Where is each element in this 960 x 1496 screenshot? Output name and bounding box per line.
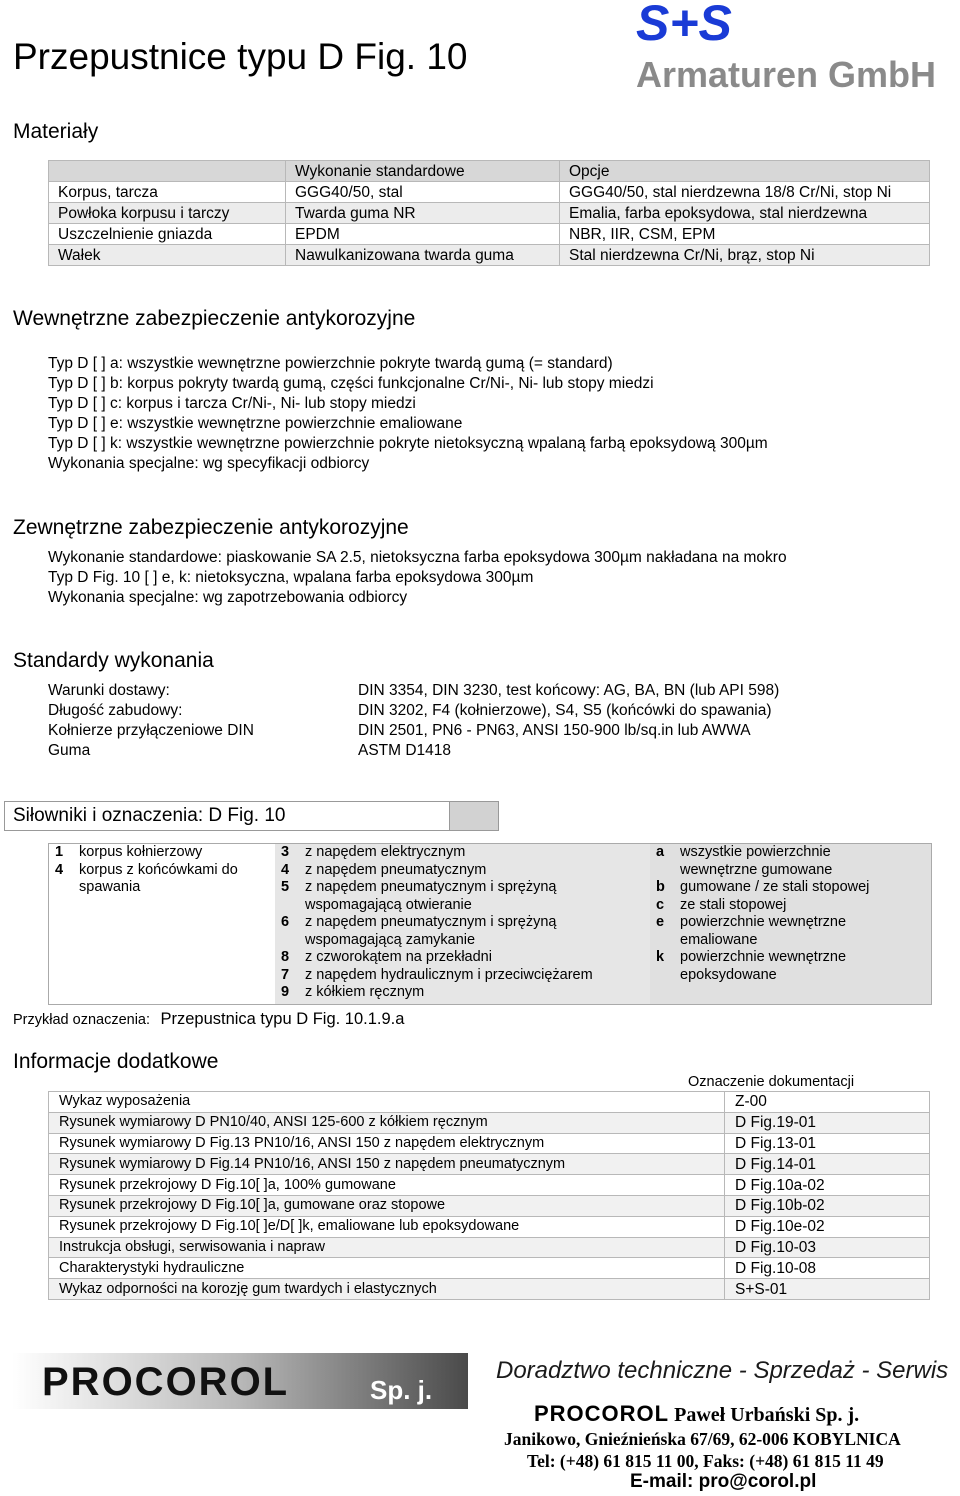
table-cell: D Fig.19-01 [725, 1112, 930, 1133]
table-cell: D Fig.10e-02 [725, 1216, 930, 1237]
list-item: Typ D [ ] b: korpus pokryty twardą gumą, części funkcjonalne Cr/Ni-, Ni- lub stopy miedzi [48, 375, 654, 392]
brand-logo-ss: S+S [636, 0, 732, 51]
table-row [49, 1175, 930, 1196]
table-row [49, 224, 930, 245]
list-item: Typ D [ ] a: wszystkie wewnętrzne powierzchnie pokryte twardą gumą (= standard) [48, 355, 613, 372]
standards-list [48, 681, 928, 761]
tagline: Doradztwo techniczne - Sprzedaż - Serwis [496, 1357, 949, 1384]
code: 5 [281, 879, 290, 895]
email-link[interactable]: E-mail: pro@corol.pl [630, 1471, 817, 1492]
table-cell: Charakterystyki hydrauliczne [49, 1258, 725, 1279]
desc: gumowane / ze stali stopowej [680, 879, 870, 895]
brand-name: Armaturen GmbH [636, 54, 937, 95]
table-row [49, 1133, 930, 1154]
code: 4 [281, 861, 290, 878]
list-item: Typ D Fig. 10 [ ] e, k: nietoksyczna, wpalana farba epoksydowa 300µm [48, 569, 534, 586]
code: 7 [281, 966, 290, 983]
standards-row [48, 741, 928, 761]
internal-heading: Wewnętrzne zabezpieczenie antykorozyjne [13, 307, 416, 330]
table-cell: Uszczelnienie gniazda [49, 224, 286, 245]
desc: spawania [79, 879, 141, 895]
standards-row [48, 721, 928, 741]
desc: wszystkie powierzchnie [680, 844, 831, 860]
actuators-col-body [49, 844, 275, 1004]
table-row [49, 1195, 930, 1216]
actuators-col-drive [275, 844, 650, 1004]
actuators-table [48, 843, 932, 1005]
list-item: Wykonanie standardowe: piaskowanie SA 2.5, nietoksyczna farba epoksydowa 300µm nakładana na mokro [48, 549, 787, 566]
desc: z kółkiem ręcznym [305, 984, 425, 1000]
table-cell: GGG40/50, stal [286, 182, 560, 203]
table-cell: D Fig.10b-02 [725, 1195, 930, 1216]
doc-column-header: Oznaczenie dokumentacji [688, 1074, 855, 1090]
desc: z napędem pneumatycznym [305, 861, 487, 878]
table-cell: Stal nierdzewna Cr/Ni, brąz, stop Ni [560, 245, 930, 266]
table-cell: D Fig.10-03 [725, 1237, 930, 1258]
table-row [49, 1237, 930, 1258]
desc: powierzchnie wewnętrzne [680, 914, 847, 930]
standards-label: Warunki dostawy: [48, 682, 170, 699]
external-heading: Zewnętrzne zabezpieczenie antykorozyjne [13, 516, 409, 539]
table-row [49, 1154, 930, 1175]
page-title: Przepustnice typu D Fig. 10 [13, 36, 468, 77]
table-cell: D Fig.10a-02 [725, 1175, 930, 1196]
company-name: Paweł Urbański Sp. j. [674, 1404, 860, 1426]
standards-value: DIN 3354, DIN 3230, test końcowy: AG, BA, BN (lub API 598) [358, 682, 780, 699]
company-brand: PROCOROL [534, 1401, 670, 1426]
materials-heading: Materiały [13, 120, 99, 143]
address: Janikowo, Gnieźnieńska 67/69, 62-006 KOBYLNICA [504, 1429, 901, 1449]
table-row [49, 245, 930, 266]
table-cell: Z-00 [725, 1092, 930, 1113]
list-item: Typ D [ ] k: wszystkie wewnętrzne powierzchnie pokryte nietoksyczną wpalaną farbą epoksydową 300µm [48, 435, 768, 452]
standards-value: ASTM D1418 [358, 742, 452, 759]
table-row [49, 1279, 930, 1300]
example-value: Przepustnica typu D Fig. 10.1.9.a [160, 1010, 405, 1028]
code: 9 [281, 984, 290, 1000]
example-designation [13, 1010, 404, 1029]
table-cell: Rysunek wymiarowy D Fig.13 PN10/16, ANSI 150 z napędem elektrycznym [49, 1133, 725, 1154]
table-cell: Wałek [49, 245, 286, 266]
desc: korpus kołnierzowy [79, 844, 203, 860]
table-cell: Rysunek przekrojowy D Fig.10[ ]a, gumowane oraz stopowe [49, 1195, 725, 1216]
standards-label: Kołnierze przyłączeniowe DIN [48, 722, 254, 739]
info-heading: Informacje dodatkowe [13, 1050, 219, 1073]
table-row [49, 1092, 930, 1113]
materials-table [48, 160, 930, 266]
desc: powierzchnie wewnętrzne [680, 949, 847, 965]
code: 8 [281, 949, 290, 965]
code: c [656, 896, 665, 913]
standards-label: Guma [48, 742, 91, 759]
desc: epoksydowane [680, 966, 777, 983]
list-item: Typ D [ ] e: wszystkie wewnętrzne powierzchnie emaliowane [48, 415, 463, 432]
code: 4 [55, 861, 64, 878]
standards-heading: Standardy wykonania [13, 649, 214, 672]
desc: wspomagającą zamykanie [305, 931, 476, 948]
list-item: Wykonania specjalne: wg specyfikacji odbiorcy [48, 455, 370, 472]
standards-value: DIN 2501, PN6 - PN63, ANSI 150-900 lb/sq.in lub AWWA [358, 722, 751, 739]
procorol-logo [12, 1351, 468, 1411]
table-cell: D Fig.10-08 [725, 1258, 930, 1279]
table-cell: Twarda guma NR [286, 203, 560, 224]
desc: ze stali stopowej [680, 896, 787, 913]
company-line [534, 1401, 859, 1427]
table-cell: S+S-01 [725, 1279, 930, 1300]
table-cell: Emalia, farba epoksydowa, stal nierdzewna [560, 203, 930, 224]
desc: wewnętrzne gumowane [680, 861, 833, 878]
desc: z napędem hydraulicznym i przeciwciężarem [305, 966, 593, 983]
table-cell: D Fig.13-01 [725, 1133, 930, 1154]
heading-shade-box [450, 802, 498, 830]
table-header-row [49, 161, 930, 182]
logo-suffix: Sp. j. [370, 1375, 433, 1405]
actuators-heading-box [4, 801, 499, 831]
external-list [48, 548, 787, 608]
desc: z napędem elektrycznym [305, 844, 466, 860]
table-cell: Korpus, tarcza [49, 182, 286, 203]
actuators-col-lining [650, 844, 931, 1004]
code: e [656, 914, 665, 930]
desc: z napędem pneumatycznym i sprężyną [305, 879, 557, 895]
table-cell: Wykaz wyposażenia [49, 1092, 725, 1113]
list-item: Typ D [ ] c: korpus i tarcza Cr/Ni-, Ni- lub stopy miedzi [48, 395, 416, 412]
table-row [49, 182, 930, 203]
table-cell: Rysunek wymiarowy D Fig.14 PN10/16, ANSI 150 z napędem pneumatycznym [49, 1154, 725, 1175]
table-cell: NBR, IIR, CSM, EPM [560, 224, 930, 245]
table-cell: Wykaz odporności na korozję gum twardych i elastycznych [49, 1279, 725, 1300]
table-cell: EPDM [286, 224, 560, 245]
table-cell: GGG40/50, stal nierdzewna 18/8 Cr/Ni, stop Ni [560, 182, 930, 203]
desc: z napędem pneumatycznym i sprężyną [305, 914, 557, 930]
internal-list [48, 354, 768, 474]
code: a [656, 844, 665, 860]
standards-label: Długość zabudowy: [48, 702, 183, 719]
table-header-cell [49, 161, 286, 182]
desc: wspomagającą otwieranie [305, 896, 472, 913]
table-header-cell: Wykonanie standardowe [286, 161, 560, 182]
table-cell: D Fig.14-01 [725, 1154, 930, 1175]
logo-text: PROCOROL [42, 1360, 290, 1404]
desc: z czworokątem na przekładni [305, 949, 492, 965]
standards-row [48, 681, 928, 701]
documents-table [48, 1091, 930, 1300]
table-row [49, 203, 930, 224]
standards-row [48, 701, 928, 721]
code: 1 [55, 844, 64, 860]
table-cell: Rysunek przekrojowy D Fig.10[ ]e/D[ ]k, emaliowane lub epoksydowane [49, 1216, 725, 1237]
desc: korpus z końcówkami do [79, 861, 238, 878]
standards-value: DIN 3202, F4 (kołnierzowe), S4, S5 (końcówki do spawania) [358, 702, 772, 719]
code: k [656, 949, 665, 965]
table-header-cell: Opcje [560, 161, 930, 182]
table-cell: Nawulkanizowana twarda guma [286, 245, 560, 266]
table-cell: Rysunek wymiarowy D PN10/40, ANSI 125-600 z kółkiem ręcznym [49, 1112, 725, 1133]
code: 6 [281, 914, 290, 930]
example-label: Przykład oznaczenia: [13, 1012, 151, 1028]
table-row [49, 1216, 930, 1237]
list-item: Wykonania specjalne: wg zapotrzebowania odbiorcy [48, 589, 408, 606]
table-cell: Rysunek przekrojowy D Fig.10[ ]a, 100% gumowane [49, 1175, 725, 1196]
actuators-heading: Siłowniki i oznaczenia: D Fig. 10 [5, 802, 450, 830]
code: b [656, 879, 665, 895]
table-cell: Instrukcja obsługi, serwisowania i napraw [49, 1237, 725, 1258]
table-row [49, 1112, 930, 1133]
phone: Tel: (+48) 61 815 11 00, Faks: (+48) 61 815 11 49 [527, 1451, 884, 1471]
code: 3 [281, 844, 290, 860]
table-cell: Powłoka korpusu i tarczy [49, 203, 286, 224]
table-row [49, 1258, 930, 1279]
desc: emaliowane [680, 931, 758, 948]
